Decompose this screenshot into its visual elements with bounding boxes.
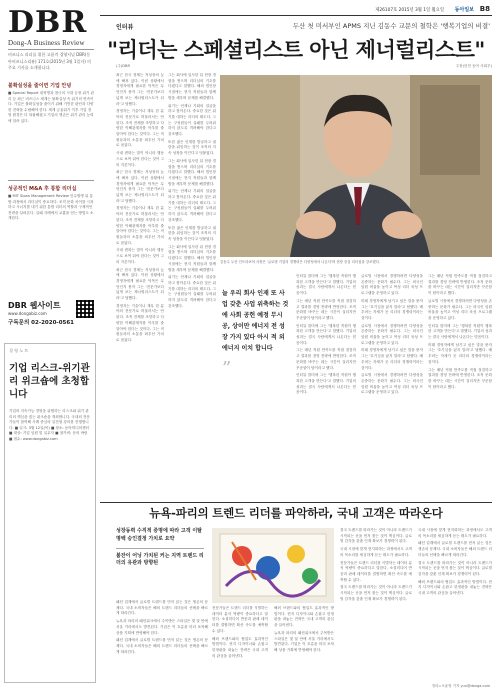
paragraph: 결국 트렌드를 따라가는 것이 아니라 트렌드가 시작되는 곳을 먼저 찾는 것이 핵심이다. 글로벌 감각을 갖춘 인재 확보가 경쟁력이 된다.: [340, 585, 412, 601]
paragraph: 위기는 언제나 기회의 얼굴을 하고 찾아온다. 중요한 것은 위기를 대하는 리더의 태도다. 그는 구성원들이 실패를 두려워하지 않도록 격려해야 한다고 강조했다.: [168, 275, 216, 308]
paragraph: 패션 업계에서 글로벌 트렌드를 먼저 읽는 것은 생존의 문제다. 국내 소비자들은 해외 트렌드 리더들의 선택을 빠르게 따라간다.: [418, 541, 492, 557]
paragraph: 그는 회사에 입사한 뒤 현장 경험을 쌓으며 리더십의 기초를 다졌다고 말했다. 해외 법인장 시절에는 현지 직원들과 함께 밤을 새우며 문제를 해결했다.: [168, 73, 216, 100]
rail-divider: [8, 49, 94, 50]
rail-divider: [8, 180, 94, 181]
paragraph: 최근 한국 경제는 저성장의 늪에 빠져 있다. 이런 상황에서 경영자에게 필요한 덕목은 무엇인지 묻자 그는 '전문가보다 넓게 보는 제너럴리스트가 되라'고 답했다.: [116, 73, 164, 106]
article2-column-4: [340, 528, 412, 682]
rail-section-heading: 성공적인 M&A 후 통합 리더십: [8, 186, 77, 192]
paragraph: 글로벌 시장에서 경쟁하려면 다양성을 존중하는 문화가 필수다. 그는 외국인 임원 비율을 높이고 여성 리더 육성 프로그램을 운영하고 있다.: [361, 323, 423, 345]
rail-section-mit: [8, 185, 94, 222]
paragraph: 경영자는 기술이나 재무 한 분야의 전문가로 머물러서는 안 된다. 조직 전체를 조망하고 다양한 이해관계자를 아우를 줄 알아야 한다는 것이다. 그는 직원들과의 소통을 최우선 가치로 꼽았다.: [116, 206, 164, 245]
left-rail: [0, 0, 100, 691]
paragraph: 그는 매년 직원 만족도를 직접 점검하고 결과를 경영 전략에 반영한다. 조직 문화를 바꾸는 데는 시간이 걸리지만 꾸준함이 답이라고 했다.: [428, 274, 492, 296]
dbr-website-block[interactable]: [8, 300, 94, 324]
paragraph: 전문가들은 트렌드 리더를 식별하는 데이터 분석 역량이 중요하다고 말한다. 소셜미디어 반응과 판매 데이터를 결합하면 확산 속도를 예측할 수 있다.: [340, 560, 412, 582]
page-number: B8: [479, 5, 490, 13]
paragraph: 그는 회사에 입사한 뒤 현장 경험을 쌓으며 리더십의 기초를 다졌다고 말했다. 해외 법인장 시절에는 현지 직원들과 함께 밤을 새우며 문제를 해결했다.: [168, 158, 216, 186]
deck-separator: [116, 548, 204, 549]
brand-subtitle: Dong-A Business Review: [8, 39, 85, 47]
paragraph: 전문가들은 트렌드 리더를 식별하는 데이터 분석 역량이 중요하다고 말한다. 소셜미디어 반응과 판매 데이터를 결합하면 확산 속도를 예측할 수 있다.: [212, 606, 268, 633]
paragraph: 해외 브랜드와의 협업도 효과적인 방법이다. 현지 디자이너와 손잡고 한정판을 내놓는 전략은 국내 고객의 관심을 끌어낸다.: [418, 579, 492, 596]
paragraph: 경영자는 기술이나 재무 한 분야의 전문가로 머물러서는 안 된다. 조직 전체를 조망하고 다양한 이해관계자를 아우를 줄 알아야 한다는 것이다. 그는 직원들과의 소통을 최우선 가치로 꼽았다.: [116, 303, 164, 342]
paragraph: 패션 업계에서 글로벌 트렌드를 먼저 읽는 것은 생존의 문제다. 국내 소비자들은 해외 트렌드 리더들의 선택을 빠르게 따라간다.: [116, 600, 208, 616]
qr-code-icon: [76, 300, 94, 318]
photo-caption: 김동수 두산 인프라코어 사장은 '글로벌 기업의 경쟁력은 다양성에서 나온다'며 현장 중심 리더십을 강조했다.: [220, 260, 380, 264]
brand-block: [8, 5, 94, 47]
paragraph: 경영자는 기술이나 재무 한 분야의 전문가로 머물러서는 안 된다. 조직 전체를 조망하고 다양한 이해관계자를 아우를 줄 알아야 한다는 것이다. 그는 직원들과의 소통을 최우선 가치로 꼽았다.: [116, 109, 164, 148]
section-tag: 인터뷰: [116, 24, 134, 31]
paragraph: 해외 브랜드와의 협업도 효과적인 방법이다. 현지 디자이너와 손잡고 한정판을 내놓는 전략은 국내 고객의 관심을 끌어낸다.: [274, 606, 334, 628]
article-column-5: [428, 274, 492, 499]
paragraph: 국내 시장에 맞게 현지화하는 과정에서도 고객의 목소리를 세심하게 듣는 태도가 필요하다.: [340, 547, 412, 557]
article-kicker: 두산 첫 미서부인 APMS 지닌 김동수 교문의 철학은 '행복기업의 비결': [292, 22, 490, 30]
paragraph: 인터뷰 말미에 그는 '행복한 직원이 행복한 고객을 만든다'고 말했다. 기업의 성과는 결국 사람에게서 나온다는 믿음이다.: [296, 373, 356, 395]
subscription-phone: 구독문의 02-2020-0561: [8, 320, 75, 326]
paragraph: 뉴욕과 파리의 패션위크에서 주목받은 스타일은 몇 달 안에 서울 거리에서도 발견된다. 기업은 이 흐름을 미리 포착해 상품 기획에 반영해야 한다.: [116, 619, 208, 635]
article2-deck: [116, 528, 204, 568]
paragraph: 인터뷰 말미에 그는 '행복한 직원이 행복한 고객을 만든다'고 말했다. 기업의 성과는 결국 사람에게서 나온다는 믿음이다.: [296, 274, 356, 296]
deck-line: 성장동력 수직적 증명에 따라 고객 이탈 명백 승인결정 가치로 요약: [116, 528, 202, 542]
article-column-1: [116, 73, 164, 498]
paragraph: 미래 경영자에게 남기고 싶은 말을 묻자 그는 '호기심을 잃지 말라'고 답했다. 배우려는 자세가 곧 리더의 경쟁력이라는 것이다.: [428, 342, 492, 364]
paragraph: 사내 변화는 말이 아니라 행동으로 보여 줘야 한다는 것이 그의 지론이다.: [116, 248, 164, 264]
paragraph: 사내 변화는 말이 아니라 행동으로 보여 줘야 한다는 것이 그의 지론이다.: [116, 151, 164, 167]
article2-column-3: [274, 606, 334, 682]
paragraph: 또한 젊은 인재를 발굴하고 권한을 위임하는 것이 조직의 지속 성장을 이끈다고 덧붙였다.: [168, 225, 216, 241]
rail-section-special: [8, 82, 94, 125]
pull-quote-text: 늘 우리 회사 인재 또 사업 갖춘 사업 위축하는 것에 사회 공헌 예정 무시공, 상이만 에너지 전 성장 가지 있다 아시 적 외 에너지 이치 합니다: [222, 290, 289, 352]
paragraph: 미래 경영자에게 남기고 싶은 말을 묻자 그는 '호기심을 잃지 말라'고 답했다. 배우려는 자세가 곧 리더의 경쟁력이라는 것이다.: [361, 348, 423, 370]
article2-photo: [212, 528, 334, 603]
paragraph: 또한 젊은 인재를 발굴하고 권한을 위임하는 것이 조직의 지속 성장을 이끈다고 덧붙였다.: [168, 139, 216, 156]
article2-author: 정리=오윤영 기자 yun@donga.com: [431, 684, 490, 688]
article-column-4: [361, 274, 423, 499]
paragraph: 글로벌 시장에서 경쟁하려면 다양성을 존중하는 문화가 필수다. 그는 외국인 임원 비율을 높이고 여성 리더 육성 프로그램을 운영하고 있다.: [361, 373, 423, 395]
website-url[interactable]: www.dongabiz.com: [8, 311, 47, 316]
byline: [116, 64, 492, 69]
byline-left: (주)DBR: [116, 64, 131, 68]
paragraph: 결국 트렌드를 따라가는 것이 아니라 트렌드가 시작되는 곳을 먼저 찾는 것이 핵심이다. 글로벌 감각을 갖춘 인재 확보가 경쟁력이 된다.: [340, 528, 412, 544]
paragraph: 위기는 언제나 기회의 얼굴을 하고 찾아온다. 중요한 것은 위기를 대하는 리더의 태도다. 그는 구성원들이 실패를 두려워하지 않도록 격려해야 한다고 강조했다.: [168, 103, 216, 137]
rail-intro: 비즈니스 리더를 위한 고품격 경영저널 DBR(동아비즈니스리뷰) 171호(2015년 3월 1일자) 의 주요 기사를 소개합니다.: [8, 52, 91, 70]
paragraph: 결국 트렌드를 따라가는 것이 아니라 트렌드가 시작되는 곳을 먼저 찾는 것이 핵심이다. 글로벌 감각을 갖춘 인재 확보가 경쟁력이 된다.: [418, 560, 492, 576]
quote-mark-icon: ”: [222, 358, 232, 379]
paragraph: 미래 경영자에게 남기고 싶은 말을 묻자 그는 '호기심을 잃지 말라'고 답했다. 배우려는 자세가 곧 리더의 경쟁력이라는 것이다.: [361, 298, 423, 320]
website-title: DBR 웹사이트: [8, 301, 61, 310]
painting-photo: [212, 528, 334, 603]
rail-section-text: ■ MIT Sloan Management Review 인수합병 뒤 통합 과정에서 리더십이 중요하다. 조직 문화 차이를 극복하고 시너지를 내기 위한 통합 리더의 역할과 구체적인 전략을 살펴본다. 실패 사례에서 교훈을 얻는 방법도 소개한다.: [8, 194, 94, 221]
article2-headline: 뉴욕-파리의 트렌드 리더를 파악하라, 국내 고객은 따라온다: [149, 506, 443, 520]
page-header: [100, 6, 492, 16]
article2-column-2: [212, 606, 268, 682]
issue-meta: 제26107호 2015년 3월 1일 월요일: [375, 8, 444, 13]
newspaper-brand: 동아일보: [454, 7, 474, 13]
interview-photo: [220, 75, 492, 257]
pull-quote: [222, 288, 290, 379]
article-headline: "리더는 스페셜리스트 아닌 제너럴리스트": [107, 38, 485, 62]
workshop-notice-box: [4, 343, 96, 683]
paragraph: 그는 매년 직원 만족도를 직접 점검하고 결과를 경영 전략에 반영한다. 조직 문화를 바꾸는 데는 시간이 걸리지만 꾸준함이 답이라고 했다.: [296, 298, 356, 320]
paragraph: 그는 매년 직원 만족도를 직접 점검하고 결과를 경영 전략에 반영한다. 조직 문화를 바꾸는 데는 시간이 걸리지만 꾸준함이 답이라고 했다.: [296, 348, 356, 370]
paragraph: 그는 매년 직원 만족도를 직접 점검하고 결과를 경영 전략에 반영한다. 조직 문화를 바꾸는 데는 시간이 걸리지만 꾸준함이 답이라고 했다.: [428, 367, 492, 389]
byline-right: 주장(한현 동아 사회부): [455, 64, 492, 68]
paragraph: 해외 브랜드와의 협업도 효과적인 방법이다. 현지 디자이너와 손잡고 한정판을 내놓는 전략은 국내 고객의 관심을 끌어낸다.: [212, 636, 268, 658]
rail-section-heading: 불확실성을 줄이면 기업 안녕: [8, 83, 72, 89]
article2-column-1: [116, 600, 208, 682]
paragraph: 최근 한국 경제는 저성장의 늪에 빠져 있다. 이런 상황에서 경영자에게 필요한 덕목은 무엇인지 묻자 그는 '전문가보다 넓게 보는 제너럴리스트가 되라'고 답했다.: [116, 170, 164, 203]
paragraph: 국내 시장에 맞게 현지화하는 과정에서도 고객의 목소리를 세심하게 듣는 태도가 필요하다.: [418, 528, 492, 538]
notice-body: 기업의 지속가능 경영을 위협하는 리스크와 위기 관리의 핵심을 짚는 워크숍을 개최합니다. 국내외 전문가들이 참여해 사례 중심의 실전형 강의를 진행합니다. ■ 일시: 3월 12일(목) ■ 장소: 동아미디어센터 ■ 대상: 기업 임원 및 실무자 ■ 참가비: 문의 바람 ■ 접수: www.dongabiz.com: [9, 409, 90, 441]
notice-label: 경 영 노 트: [9, 348, 29, 353]
article-column-2: [168, 73, 216, 498]
paragraph: 패션 업계에서 글로벌 트렌드를 먼저 읽는 것은 생존의 문제다. 국내 소비자들은 해외 트렌드 리더들의 선택을 빠르게 따라간다.: [116, 638, 208, 654]
article-column-3: [296, 274, 356, 499]
paragraph: 인터뷰 말미에 그는 '행복한 직원이 행복한 고객을 만든다'고 말했다. 기업의 성과는 결국 사람에게서 나온다는 믿음이다.: [296, 323, 356, 345]
brand-logo: DBR: [8, 5, 88, 40]
rail-section-text: ■ Special Report 대혁명과 참극의 시대 등장 위기 관리 등 최근 비즈니스 세계는 불확실성 속 위기의 연속이다. 기업은 불확실성을 줄이기 위해 기민한 판단과 다양한 전략을 수립해야 한다. 세계 금융위기 이후 기업 경영 환경은 더 복잡해졌고 기업의 생존은 위기 관리 능력에 달려 있다.: [8, 91, 94, 123]
paragraph: 인터뷰 말미에 그는 '행복한 직원이 행복한 고객을 만든다'고 말했다. 기업의 성과는 결국 사람에게서 나온다는 믿음이다.: [428, 323, 492, 340]
interviewee-portrait: [220, 75, 492, 257]
paragraph: 뉴욕과 파리의 패션위크에서 주목받은 스타일은 몇 달 안에 서울 거리에서도 발견된다. 기업은 이 흐름을 미리 포착해 상품 기획에 반영해야 한다.: [274, 630, 334, 652]
notice-title: 기업 리스크-위기관리 위크숍에 초청합니다: [9, 363, 90, 400]
paragraph: 글로벌 시장에서 경쟁하려면 다양성을 존중하는 문화가 필수다. 그는 외국인 임원 비율을 높이고 여성 리더 육성 프로그램을 운영하고 있다.: [428, 298, 492, 320]
paragraph: 위기는 언제나 기회의 얼굴을 하고 찾아온다. 중요한 것은 위기를 대하는 리더의 태도다. 그는 구성원들이 실패를 두려워하지 않도록 격려해야 한다고 강조했다.: [168, 189, 216, 222]
paragraph: 최근 한국 경제는 저성장의 늪에 빠져 있다. 이런 상황에서 경영자에게 필요한 덕목은 무엇인지 묻자 그는 '전문가보다 넓게 보는 제너럴리스트가 되라'고 답했다.: [116, 267, 164, 301]
paragraph: 글로벌 시장에서 경쟁하려면 다양성을 존중하는 문화가 필수다. 그는 외국인 임원 비율을 높이고 여성 리더 육성 프로그램을 운영하고 있다.: [361, 274, 423, 296]
section-divider: [100, 502, 492, 503]
paragraph: 그는 회사에 입사한 뒤 현장 경험을 쌓으며 리더십의 기초를 다졌다고 말했다. 해외 법인장 시절에는 현지 직원들과 함께 밤을 새우며 문제를 해결했다.: [168, 244, 216, 272]
article2-column-5: [418, 528, 492, 682]
deck-line: 붐잔이 어닝 가치된 커는 지역 트렌드 리더의 유관과 방향된: [116, 552, 204, 567]
